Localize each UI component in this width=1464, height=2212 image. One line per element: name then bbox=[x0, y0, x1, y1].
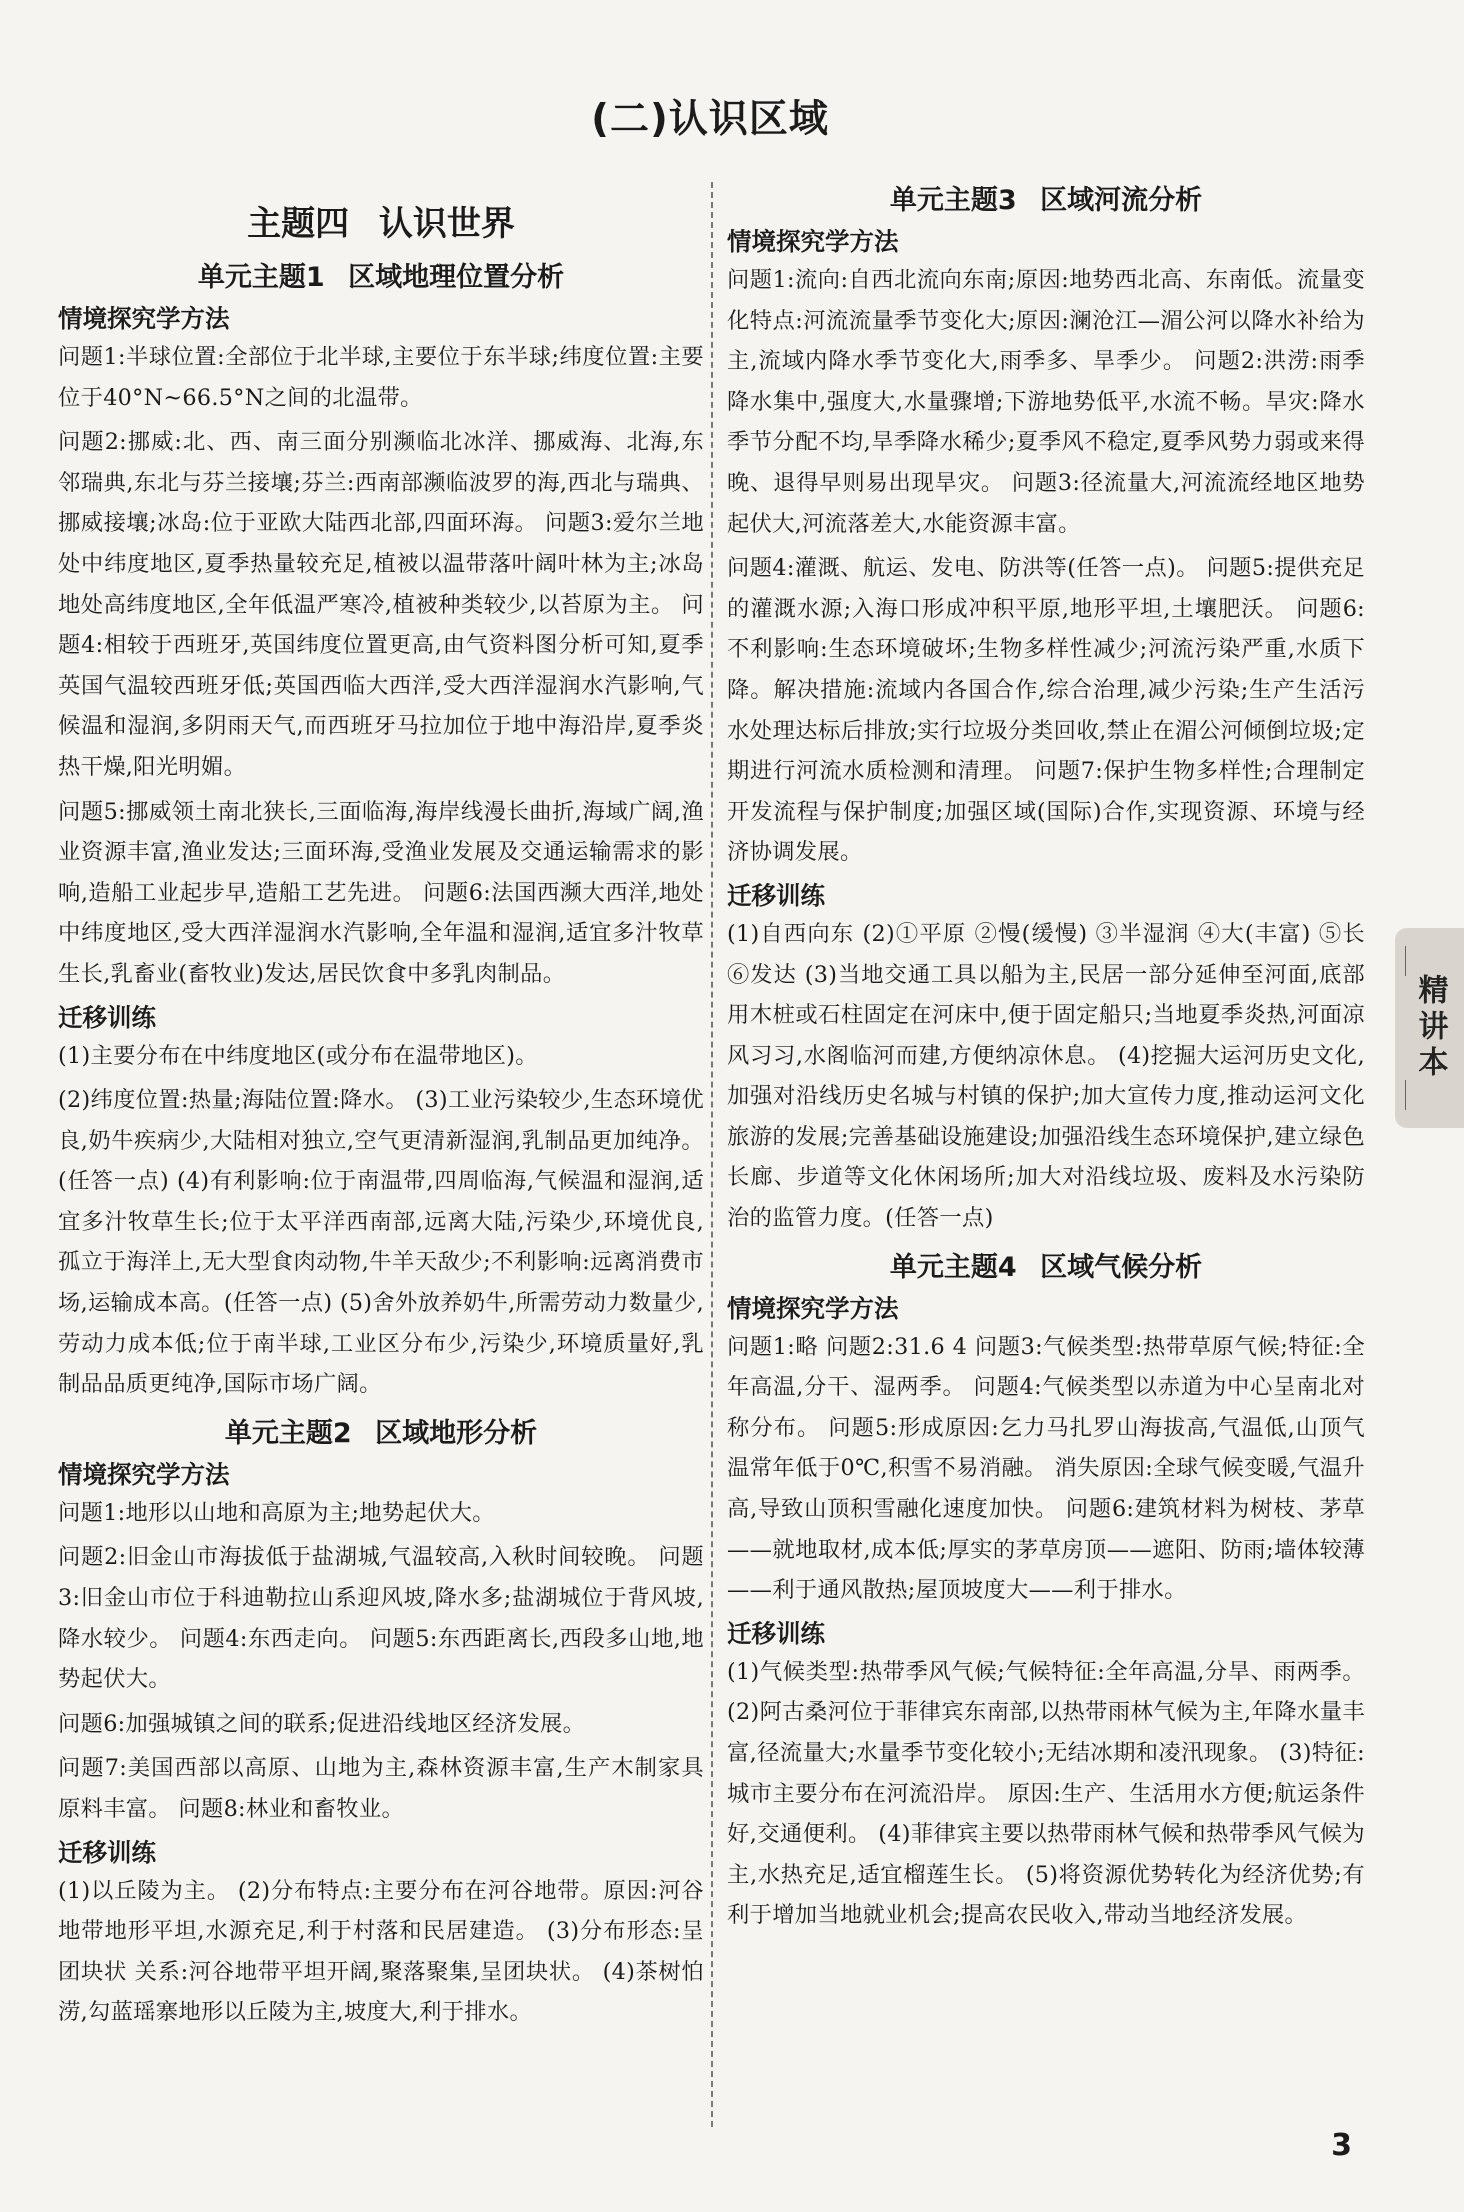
left-column bbox=[58, 178, 704, 2037]
unit4-inquiry-label: 情境探究学方法 bbox=[727, 1293, 899, 1323]
unit2-answer-para: 问题1:地形以山地和高原为主;地势起伏大。 bbox=[58, 1499, 495, 1526]
unit4-heading: 单元主题4 区域气候分析 bbox=[889, 1251, 1203, 1283]
side-tab-label: 精讲本 bbox=[1395, 928, 1464, 1128]
unit1-inquiry-label: 情境探究学方法 bbox=[58, 304, 230, 333]
page-title: (二)认识区域 bbox=[591, 97, 829, 142]
theme-heading: 主题四 认识世界 bbox=[247, 204, 515, 244]
unit2-training-label: 迁移训练 bbox=[58, 1837, 156, 1867]
unit4-training-label: 迁移训练 bbox=[727, 1618, 825, 1648]
unit4-training-para: (1)气候类型:热带季风气候;气候特征:全年高温,分旱、雨两季。 (2)阿古桑河位于菲律宾东南部,以热带雨林气候为主,年降水量丰富,径流量大;水量季节变化较小;无结冰期和凌汛现象。 (3)特征:城市主要分布在河流沿岸。 原因:生产、生活用水方便;航运条件好,交通便利。 (4)菲律宾主要以热带雨林气候和热带季风气候为主,水热充足,适宜榴莲生长。 (5)将资源优势转化为经济优势;有利于增加当地就业机会;提高农民收入,带动当地经济发展。 bbox=[727, 1658, 1365, 1929]
unit1-answer-para: 问题2:挪威:北、西、南三面分别濒临北冰洋、挪威海、北海,东邻瑞典,东北与芬兰接壤;芬兰:西南部濒临波罗的海,西北与瑞典、挪威接壤;冰岛:位于亚欧大陆西北部,四面环海。 问题3:爱尔兰地处中纬度地区,夏季热量较充足,植被以温带落叶阔叶林为主;冰岛地处高纬度地区,全年低温严寒冷,植被种类较少,以苔原为主。 问题4:相较于西班牙,英国纬度位置更高,由气资料图分析可知,夏季英国气温较西班牙低;英国西临大西洋,受大西洋湿润水汽影响,气候温和湿润,多阴雨天气,而西班牙马拉加位于地中海沿岸,夏季炎热干燥,阳光明媚。 bbox=[58, 429, 704, 780]
unit2-inquiry-label: 情境探究学方法 bbox=[58, 1459, 230, 1489]
unit2-answer-para: 问题2:旧金山市海拔低于盐湖城,气温较高,入秋时间较晚。 问题3:旧金山市位于科迪勒拉山系迎风坡,降水多;盐湖城位于背风坡,降水较少。 问题4:东西走向。 问题5:东西距离长,西段多山地,地势起伏大。 bbox=[58, 1544, 704, 1693]
unit3-training-label: 迁移训练 bbox=[727, 880, 825, 910]
unit3-training-para: (1)自西向东 (2)①平原 ②慢(缓慢) ③半湿润 ④大(丰富) ⑤长 ⑥发达 (3)当地交通工具以船为主,民居一部分延伸至河面,底部用木桩或石柱固定在河床中,便于固定船只;当地夏季炎热,河面凉风习习,水阁临河而建,方便纳凉休息。 (4)挖掘大运河历史文化,加强对沿线历史名城与村镇的保护;加大宣传力度,推动运河文化旅游的发展;完善基础设施建设;加强沿线生态环境保护,建立绿色长廊、步道等文化休闲场所;加大对沿线垃圾、废料及水污染防治的监管力度。(任答一点) bbox=[727, 920, 1365, 1232]
column-divider bbox=[711, 182, 713, 2127]
unit3-heading: 单元主题3 区域河流分析 bbox=[889, 185, 1203, 216]
unit1-heading: 单元主题1 区域地理位置分析 bbox=[197, 262, 565, 293]
unit3-answer-para: 问题1:流向:自西北流向东南;原因:地势西北高、东南低。流量变化特点:河流流量季节变化大;原因:澜沧江—湄公河以降水补给为主,流域内降水季节变化大,雨季多、旱季少。 问题2:洪涝:雨季降水集中,强度大,水量骤增;下游地势低平,水流不畅。旱灾:降水季节分配不均,旱季降水稀少;夏季风不稳定,夏季风势力弱或来得晚、退得早则易出现旱灾。 问题3:径流量大,河流流经地区地势起伏大,河流落差大,水能资源丰富。 bbox=[727, 267, 1365, 537]
unit1-training-para: (2)纬度位置:热量;海陆位置:降水。 (3)工业污染较少,生态环境优良,奶牛疾病少,大陆相对独立,空气更清新湿润,乳制品更加纯净。(任答一点) (4)有利影响:位于南温带,四周临海,气候温和湿润,适宜多汁牧草生长;位于太平洋西南部,远离大陆,污染少,环境优良,孤立于海洋上,无大型食肉动物,牛羊天敌少;不利影响:远离消费市场,运输成本高。(任答一点) (5)舍外放养奶牛,所需劳动力数量少,劳动力成本低;位于南半球,工业区分布少,污染少,环境质量好,乳制品品质更纯净,国际市场广阔。 bbox=[58, 1087, 704, 1398]
unit2-training-para: (1)以丘陵为主。 (2)分布特点:主要分布在河谷地带。原因:河谷地带地形平坦,水源充足,利于村落和民居建造。 (3)分布形态:呈团块状 关系:河谷地带平坦开阔,聚落聚集,呈团块状。 (4)茶树怕涝,勾蓝瑶寨地形以丘陵为主,坡度大,利于排水。 bbox=[58, 1877, 704, 2026]
page-number: 3 bbox=[1331, 2128, 1352, 2163]
unit1-answer-para: 问题1:半球位置:全部位于北半球,主要位于东半球;纬度位置:主要位于40°N~66.5°N之间的北温带。 bbox=[58, 344, 704, 411]
unit2-answer-para: 问题6:加强城镇之间的联系;促进沿线地区经济发展。 bbox=[58, 1710, 586, 1737]
unit1-answer-para: 问题5:挪威领土南北狭长,三面临海,海岸线漫长曲折,海域广阔,渔业资源丰富,渔业发达;三面环海,受渔业发展及交通运输需求的影响,造船工业起步早,造船工艺先进。 问题6:法国西濒大西洋,地处中纬度地区,受大西洋湿润水汽影响,全年温和湿润,适宜多汁牧草生长,乳畜业(畜牧业)发达,居民饮食中多乳肉制品。 bbox=[58, 798, 704, 987]
unit3-inquiry-label: 情境探究学方法 bbox=[727, 227, 899, 256]
right-column bbox=[727, 178, 1365, 1940]
unit1-training-para: (1)主要分布在中纬度地区(或分布在温带地区)。 bbox=[58, 1042, 538, 1069]
unit4-answer-para: 问题1:略 问题2:31.6 4 问题3:气候类型:热带草原气候;特征:全年高温,分干、湿两季。 问题4:气候类型以赤道为中心呈南北对称分布。 问题5:形成原因:乞力马扎罗山海拔高,气温低,山顶气温常年低于0℃,积雪不易消融。 消失原因:全球气候变暖,气温升高,导致山顶积雪融化速度加快。 问题6:建筑材料为树枝、茅草——就地取材,成本低;厚实的茅草房顶——遮阳、防雨;墙体较薄——利于通风散热;屋顶坡度大——利于排水。 bbox=[727, 1333, 1365, 1604]
unit3-answer-para: 问题4:灌溉、航运、发电、防洪等(任答一点)。 问题5:提供充足的灌溉水源;入海口形成冲积平原,地形平坦,土壤肥沃。 问题6:不利影响:生态环境破坏;生物多样性减少;河流污染严重,水质下降。解决措施:流域内各国合作,综合治理,减少污染;生产生活污水处理达标后排放;实行垃圾分类回收,禁止在湄公河倾倒垃圾;定期进行河流水质检测和清理。 问题7:保护生物多样性;合理制定开发流程与保护制度;加强区域(国际)合作,实现资源、环境与经济协调发展。 bbox=[727, 555, 1365, 866]
unit1-training-label: 迁移训练 bbox=[58, 1002, 156, 1032]
unit2-answer-para: 问题7:美国西部以高原、山地为主,森林资源丰富,生产木制家具原料丰富。 问题8:林业和畜牧业。 bbox=[58, 1755, 704, 1822]
unit2-heading: 单元主题2 区域地形分析 bbox=[224, 1417, 538, 1449]
